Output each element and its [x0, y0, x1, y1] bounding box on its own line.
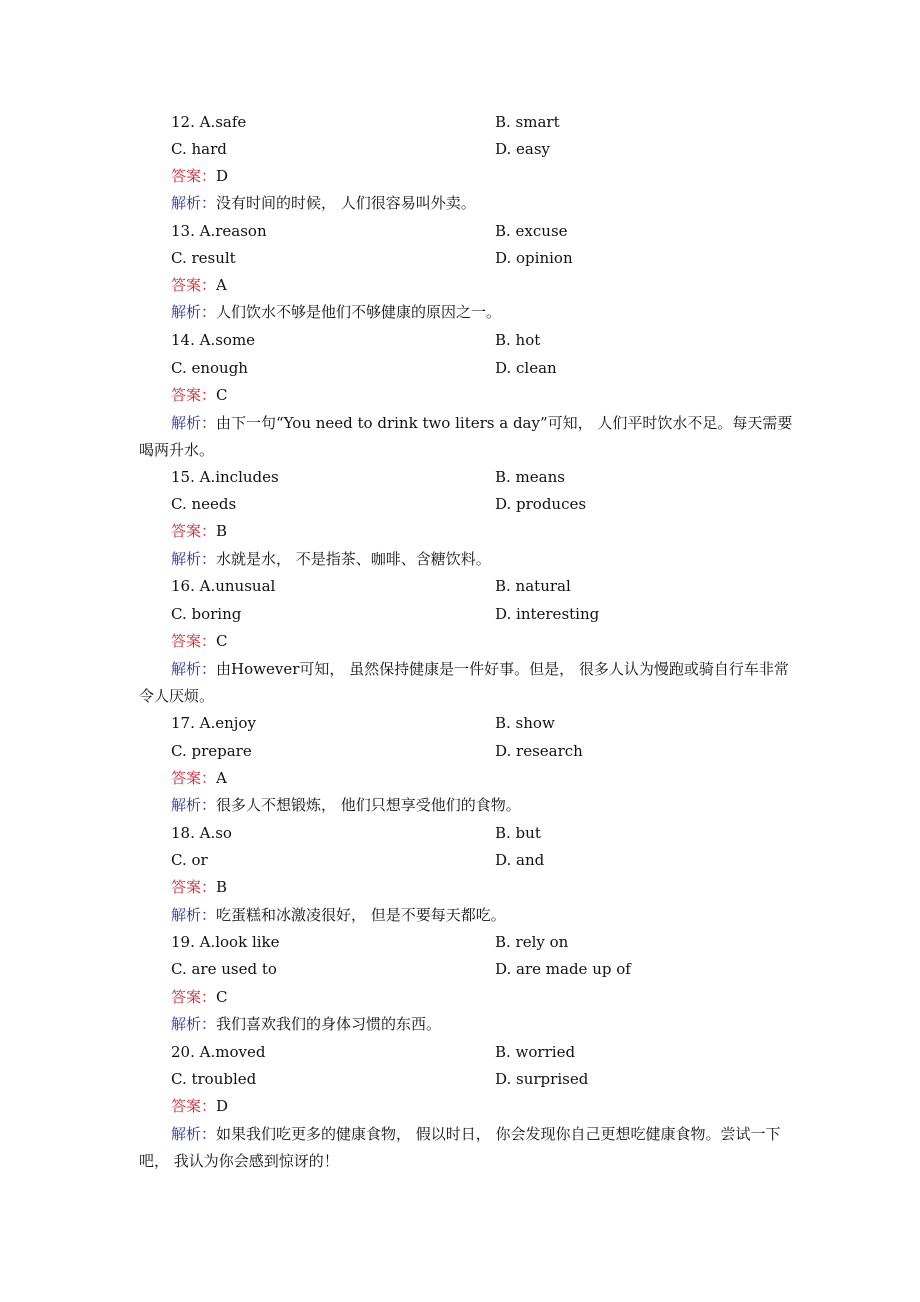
analysis-label: 解析：	[171, 414, 217, 432]
option-d: D. opinion	[495, 249, 573, 267]
answer-label: 答案：	[171, 522, 217, 540]
answer-line	[171, 1093, 228, 1120]
answer-label: 答案：	[171, 1097, 217, 1115]
option-c: C. hard	[171, 140, 227, 158]
answer-label: 答案：	[171, 988, 217, 1006]
answer-label: 答案：	[171, 167, 217, 185]
option-d: D. surprised	[495, 1070, 589, 1088]
option-c: C. or	[171, 851, 208, 869]
answer-line	[171, 163, 228, 190]
option-b: B. excuse	[495, 222, 568, 240]
analysis-paragraph	[139, 1121, 799, 1175]
analysis-label: 解析：	[171, 1125, 217, 1143]
answer-label: 答案：	[171, 632, 217, 650]
answer-value: B	[216, 878, 228, 896]
answer-line	[171, 765, 227, 792]
option-b: B. smart	[495, 113, 560, 131]
analysis-text: 很多人不想锻炼， 他们只想享受他们的食物。	[216, 796, 521, 814]
option-a: 18. A.so	[171, 824, 232, 842]
option-c: C. boring	[171, 605, 242, 623]
option-d: D. and	[495, 851, 545, 869]
analysis-label: 解析：	[171, 303, 217, 321]
option-b: B. natural	[495, 577, 571, 595]
option-d: D. research	[495, 742, 583, 760]
analysis-text: 由下一句“You need to drink two liters a day”可知， 人们平时饮水不足。每天需要喝两升水。	[139, 414, 793, 459]
analysis-paragraph	[139, 656, 799, 710]
option-d: D. easy	[495, 140, 551, 158]
option-b: B. show	[495, 714, 555, 732]
analysis-paragraph	[139, 410, 799, 464]
answer-line	[171, 382, 228, 409]
answer-line	[171, 628, 228, 655]
option-c: C. troubled	[171, 1070, 257, 1088]
answer-label: 答案：	[171, 878, 217, 896]
option-a: 19. A.look like	[171, 933, 280, 951]
analysis-label: 解析：	[171, 796, 217, 814]
option-d: D. produces	[495, 495, 587, 513]
analysis-text: 水就是水， 不是指茶、咖啡、含糖饮料。	[216, 550, 491, 568]
answer-line	[171, 272, 227, 299]
option-d: D. interesting	[495, 605, 600, 623]
option-c: C. are used to	[171, 960, 277, 978]
analysis-line	[171, 299, 501, 326]
answer-value: A	[216, 769, 227, 787]
answer-label: 答案：	[171, 276, 217, 294]
answer-value: D	[216, 1097, 229, 1115]
option-d: D. are made up of	[495, 960, 631, 978]
analysis-line	[171, 546, 491, 573]
option-b: B. but	[495, 824, 541, 842]
option-c: C. enough	[171, 359, 248, 377]
option-b: B. hot	[495, 331, 541, 349]
answer-line	[171, 984, 228, 1011]
option-a: 12. A.safe	[171, 113, 247, 131]
answer-value: C	[216, 988, 228, 1006]
analysis-line	[171, 1011, 441, 1038]
option-a: 16. A.unusual	[171, 577, 276, 595]
answer-label: 答案：	[171, 386, 217, 404]
analysis-line	[171, 190, 476, 217]
analysis-label: 解析：	[171, 660, 217, 678]
option-b: B. rely on	[495, 933, 569, 951]
option-c: C. result	[171, 249, 236, 267]
option-b: B. worried	[495, 1043, 576, 1061]
option-a: 20. A.moved	[171, 1043, 266, 1061]
analysis-label: 解析：	[171, 906, 217, 924]
answer-line	[171, 874, 227, 901]
answer-value: D	[216, 167, 229, 185]
option-a: 15. A.includes	[171, 468, 279, 486]
analysis-line	[171, 902, 506, 929]
option-d: D. clean	[495, 359, 557, 377]
analysis-line	[171, 792, 521, 819]
analysis-text: 由However可知， 虽然保持健康是一件好事。但是， 很多人认为慢跑或骑自行车非常令人厌烦。	[139, 660, 789, 705]
analysis-text: 我们喜欢我们的身体习惯的东西。	[216, 1015, 442, 1033]
answer-value: C	[216, 632, 228, 650]
analysis-text: 吃蛋糕和冰激凌很好， 但是不要每天都吃。	[216, 906, 506, 924]
option-a: 17. A.enjoy	[171, 714, 256, 732]
analysis-text: 如果我们吃更多的健康食物， 假以时日， 你会发现你自己更想吃健康食物。尝试一下吧， 我认为你会感到惊讶的！	[139, 1125, 781, 1170]
answer-value: B	[216, 522, 228, 540]
analysis-label: 解析：	[171, 550, 217, 568]
analysis-label: 解析：	[171, 1015, 217, 1033]
answer-value: C	[216, 386, 228, 404]
answer-value: A	[216, 276, 227, 294]
analysis-label: 解析：	[171, 194, 217, 212]
answer-line	[171, 518, 227, 545]
option-c: C. prepare	[171, 742, 252, 760]
analysis-text: 人们饮水不够是他们不够健康的原因之一。	[216, 303, 502, 321]
answer-label: 答案：	[171, 769, 217, 787]
analysis-text: 没有时间的时候， 人们很容易叫外卖。	[216, 194, 476, 212]
option-c: C. needs	[171, 495, 237, 513]
option-a: 13. A.reason	[171, 222, 267, 240]
option-a: 14. A.some	[171, 331, 256, 349]
option-b: B. means	[495, 468, 565, 486]
